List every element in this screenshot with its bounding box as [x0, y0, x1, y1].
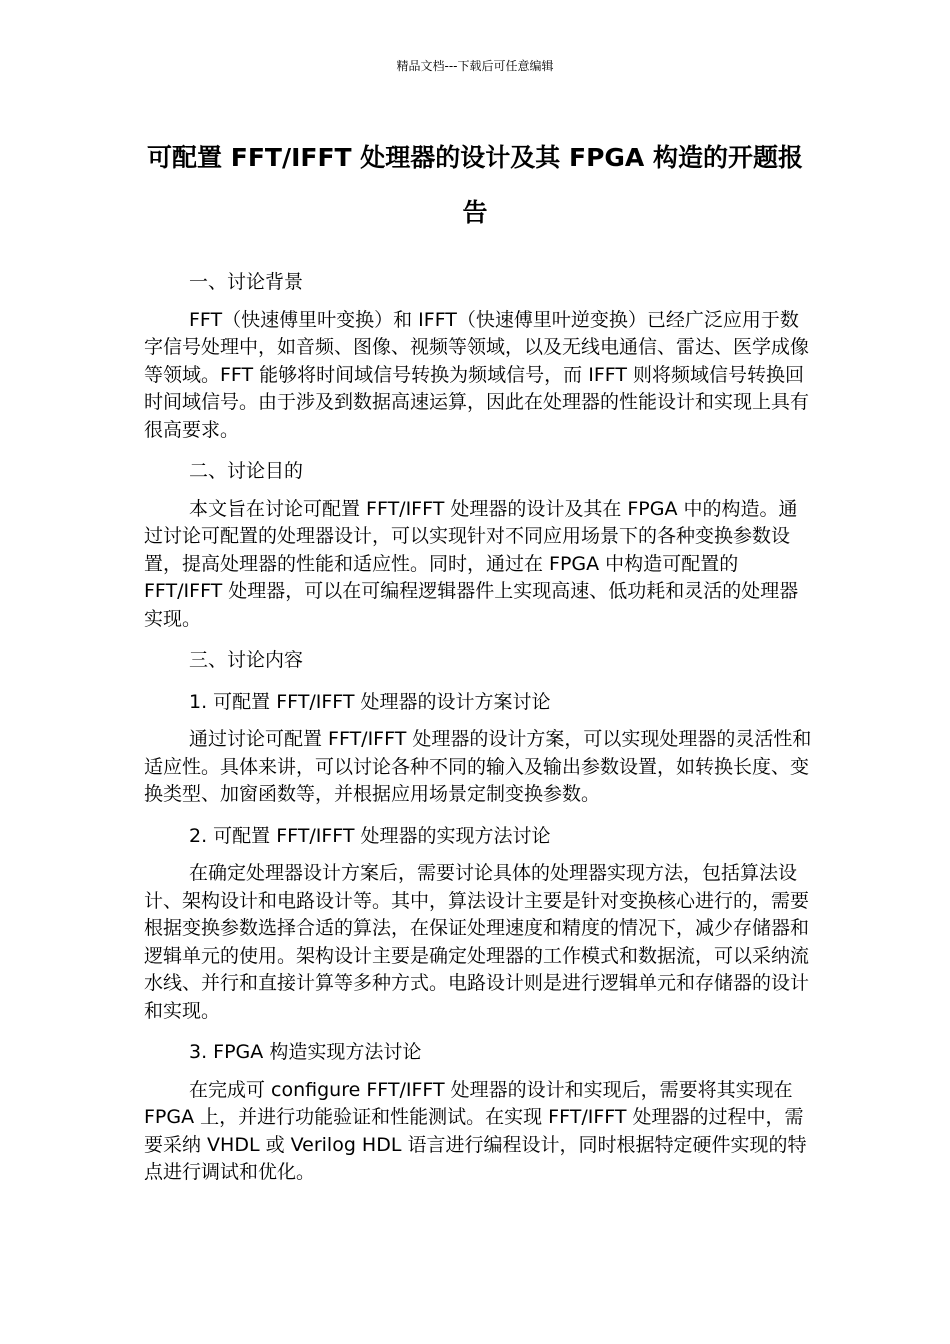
document-title: 可配置 FFT/IFFT 处理器的设计及其 FPGA 构造的开题报告 — [147, 143, 803, 227]
subsection-heading-fpga: 3. FPGA 构造实现方法讨论 — [189, 1041, 422, 1063]
subsection-heading-design: 1. 可配置 FFT/IFFT 处理器的设计方案讨论 — [189, 690, 551, 713]
subsection-paragraph-implementation: 在确定处理器设计方案后，需要讨论具体的处理器实现方法，包括算法设计、架构设计和电路设计等。其中，算法设计主要是针对变换核心进行的，需要根据变换参数选择合适的算法，在保证处理速度和精度的情况下，减少存储器和逻辑单元的使用。架构设计主要是确定处理器的工作模式和数据流，可以采纳流水线、并行和直接计算等多种方式。电路设计则是进行逻辑单元和存储器的设计和实现。 — [144, 862, 810, 1022]
section-paragraph-purpose: 本文旨在讨论可配置 FFT/IFFT 处理器的设计及其在 FPGA 中的构造。通过讨论可配置的处理器设计，可以实现针对不同应用场景下的各种变换参数设置，提高处理器的性能和适应性。同时，通过在 FPGA 中构造可配置的 FFT/IFFT 处理器，可以在可编程逻辑器件上实现高速、低功耗和灵活的处理器实现。 — [144, 497, 799, 630]
section-heading-background: 一、讨论背景 — [189, 271, 304, 293]
subsection-heading-implementation: 2. 可配置 FFT/IFFT 处理器的实现方法讨论 — [189, 824, 551, 847]
page-header: 精品文档---下载后可任意编辑 — [396, 59, 554, 73]
subsection-paragraph-design: 通过讨论可配置 FFT/IFFT 处理器的设计方案，可以实现处理器的灵活性和适应性。具体来讲，可以讨论各种不同的输入及输出参数设置，如转换长度、变换类型、加窗函数等，并根据应用场景定制变换参数。 — [144, 728, 812, 805]
subsection-paragraph-fpga: 在完成可 configure FFT/IFFT 处理器的设计和实现后，需要将其实现在 FPGA 上，并进行功能验证和性能测试。在实现 FFT/IFFT 处理器的过程中，需要采纳 VHDL 或 Verilog HDL 语言进行编程设计，同时根据特定硬件实现的特点进行调试和优化。 — [144, 1078, 807, 1183]
section-heading-purpose: 二、讨论目的 — [189, 460, 304, 482]
section-heading-content: 三、讨论内容 — [189, 649, 304, 671]
document-body — [144, 269, 814, 1187]
section-paragraph-background: FFT（快速傅里叶变换）和 IFFT（快速傅里叶逆变换）已经广泛应用于数字信号处理中，如音频、图像、视频等领域，以及无线电通信、雷达、医学成像等领域。FFT 能够将时间域信号转换为频域信号，而 IFFT 则将频域信号转换回时间域信号。由于涉及到数据高速运算，因此在处理器的性能设计和实现上具有很高要求。 — [144, 308, 810, 441]
